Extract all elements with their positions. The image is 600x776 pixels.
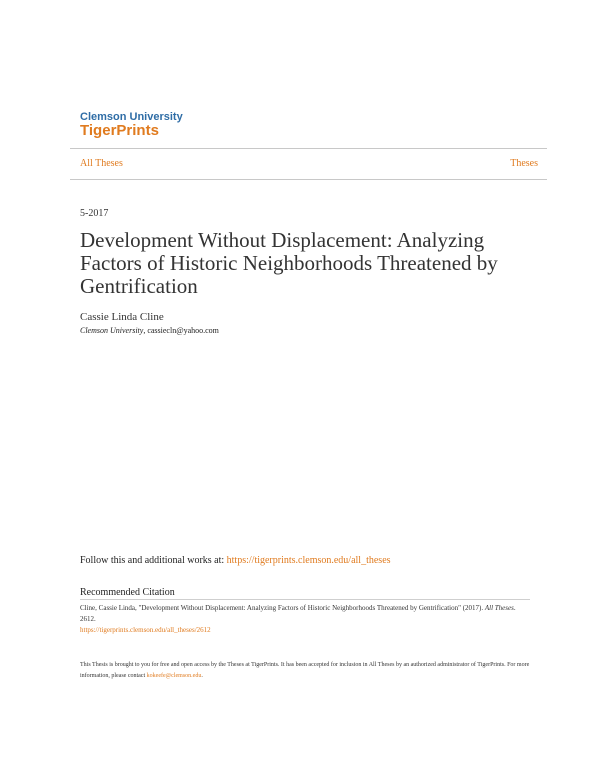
follow-line <box>80 555 391 566</box>
theses-link[interactable]: Theses <box>510 158 538 169</box>
repository-name: TigerPrints <box>80 122 159 139</box>
access-statement-text: This Thesis is brought to you for free and open access by the Theses at TigerPrints. It has been accepted for inclusion in All Theses by an authorized administrator of TigerPrints. For more information, please contact <box>80 662 530 679</box>
all-theses-link[interactable]: All Theses <box>80 158 123 169</box>
author-name: Cassie Linda Cline <box>80 311 164 323</box>
document-title: Development Without Displacement: Analyzing Factors of Historic Neighborhoods Threatened by Gentrification <box>80 228 498 298</box>
institution-name: Clemson University <box>80 111 183 123</box>
header-divider-top <box>70 148 547 149</box>
header-divider-bottom <box>70 179 547 180</box>
access-statement-end: . <box>201 673 203 679</box>
publication-date: 5-2017 <box>80 208 109 219</box>
affiliation-email: , cassiecln@yahoo.com <box>143 326 219 335</box>
author-affiliation <box>80 326 219 335</box>
citation-number: . 2612. <box>80 604 516 623</box>
contact-email-link[interactable]: kokeefe@clemson.edu <box>146 673 202 679</box>
access-statement <box>80 660 530 682</box>
affiliation-institution: Clemson University <box>80 326 144 335</box>
citation-divider <box>80 599 530 600</box>
follow-link[interactable]: https://tigerprints.clemson.edu/all_theses <box>226 555 391 566</box>
citation-link[interactable]: https://tigerprints.clemson.edu/all_theses/2612 <box>80 626 211 634</box>
recommended-citation <box>80 603 520 636</box>
citation-text: Cline, Cassie Linda, "Development Without Displacement: Analyzing Factors of Historic Neighborhoods Threatened by Gentrification" (2017). <box>80 604 485 612</box>
follow-text: Follow this and additional works at: <box>80 555 227 566</box>
citation-series: All Theses <box>484 604 514 612</box>
recommended-citation-heading: Recommended Citation <box>80 587 175 598</box>
